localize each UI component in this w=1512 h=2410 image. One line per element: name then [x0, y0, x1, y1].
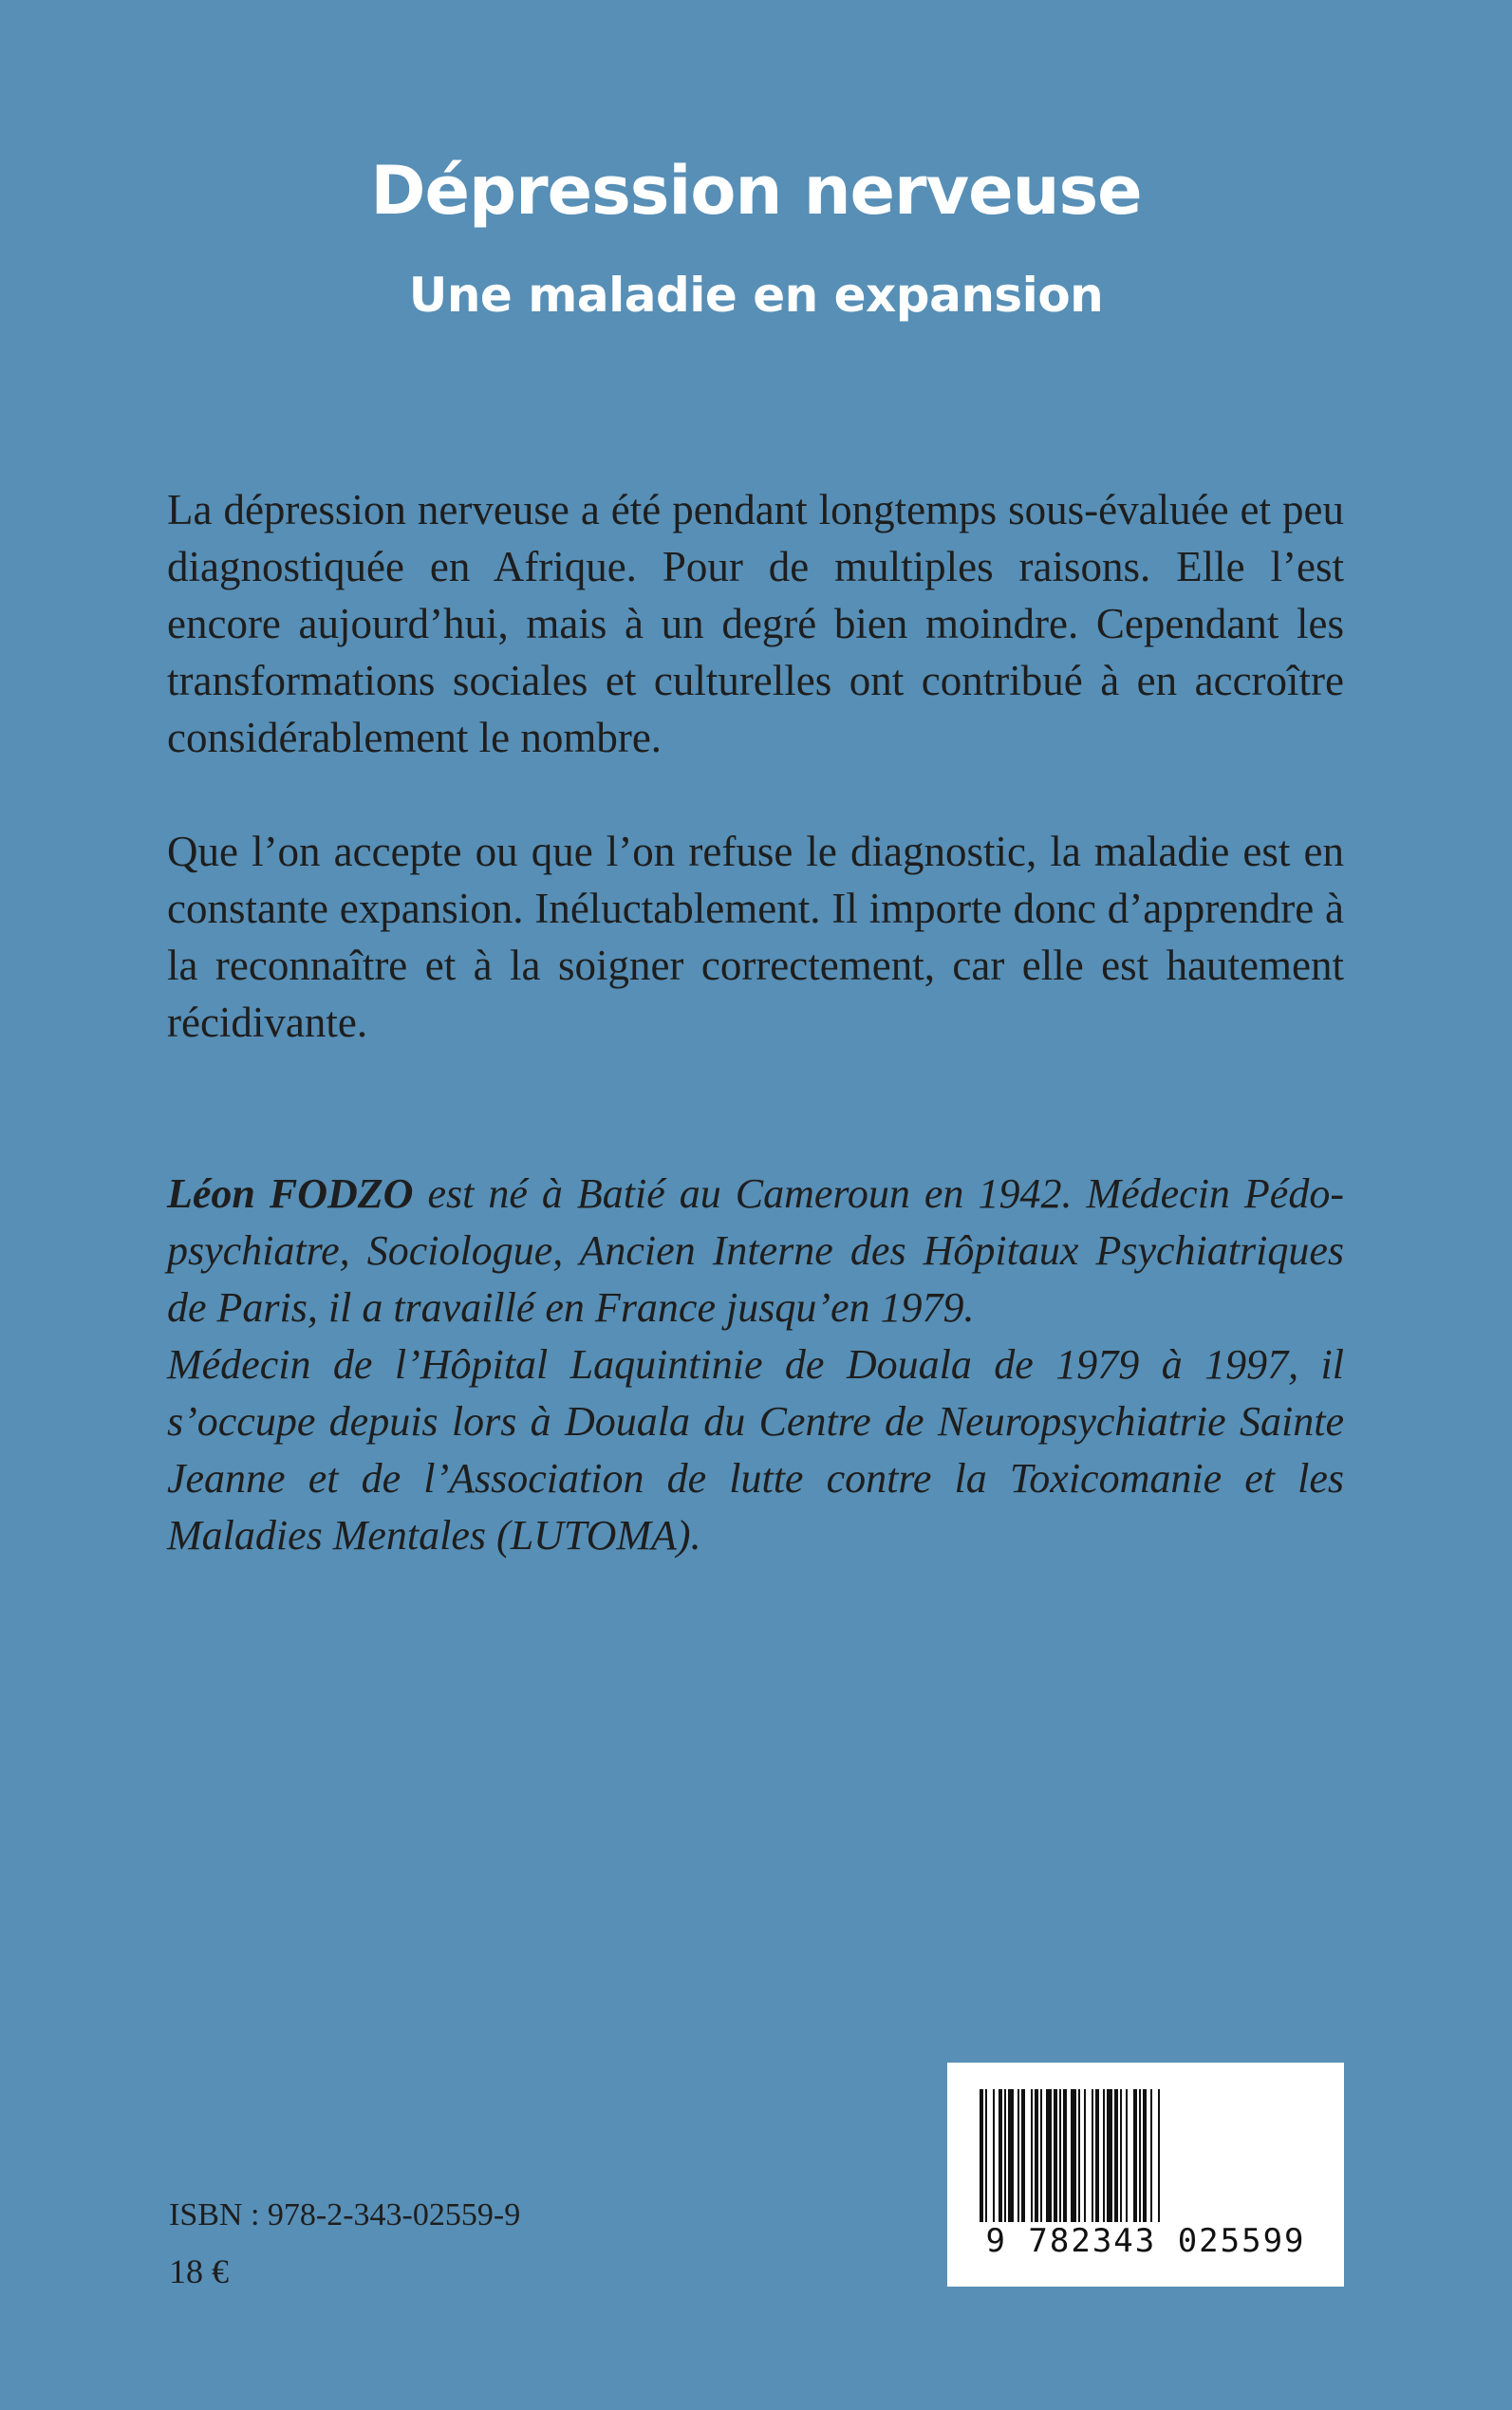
barcode-bar: [1078, 2089, 1080, 2222]
barcode-digits: 9 782343 025599: [985, 2222, 1306, 2260]
barcode-bar: [1092, 2089, 1093, 2222]
barcode-bar: [1158, 2089, 1160, 2222]
barcode: [947, 2063, 1344, 2287]
barcode-bar: [1054, 2089, 1057, 2222]
barcode-bar: [1021, 2089, 1025, 2222]
barcode-bar: [1063, 2089, 1067, 2222]
barcode-bar: [1139, 2089, 1141, 2222]
barcode-bar: [1107, 2089, 1112, 2222]
barcode-bar: [1046, 2089, 1052, 2222]
barcode-bar: [1035, 2089, 1038, 2222]
barcode-bar: [1008, 2089, 1014, 2222]
barcode-bars-icon: [976, 2089, 1316, 2222]
barcode-bar: [1084, 2089, 1086, 2222]
barcode-bar: [1133, 2089, 1137, 2222]
author-bio-text-1: est né à Batié au Cameroun en 1942. Médecin Pédo-psychiatre, Sociologue, Ancien Interne des Hôpitaux Psychiatriques de Paris, il a travaillé en France jusqu’en 1979.: [167, 1170, 1344, 1331]
author-name: Léon FODZO: [167, 1170, 414, 1217]
description-paragraph-1: La dépression nerveuse a été pendant longtemps sous-évaluée et peu diagnostiquée en Afrique. Pour de multiples raisons. Elle l’est encore aujourd’hui, mais à un degré bien moindre. Cependant les transformations sociales et culturelles ont contribué à en accroître considérablement le nombre.: [167, 486, 1344, 761]
barcode-bar: [1040, 2089, 1042, 2222]
barcode-bar: [1114, 2089, 1118, 2222]
barcode-bar: [1103, 2089, 1105, 2222]
barcode-bar: [1004, 2089, 1006, 2222]
barcode-bar: [985, 2089, 987, 2222]
barcode-bar: [1031, 2089, 1033, 2222]
barcode-bar: [1059, 2089, 1061, 2222]
barcode-bar: [993, 2089, 995, 2222]
barcode-bar: [1126, 2089, 1128, 2222]
barcode-bar: [1017, 2089, 1019, 2222]
barcode-bar: [980, 2089, 983, 2222]
barcode-bar: [1143, 2089, 1147, 2222]
book-subtitle: Une maladie en expansion: [408, 268, 1104, 323]
price: 18 €: [169, 2252, 229, 2290]
description-paragraph-2: Que l’on accepte ou que l’on refuse le diagnostic, la maladie est en constante expansion. Inéluctablement. Il importe donc d’apprendre à la reconnaître et à la soigner correctement, car elle est hautement récidivante.: [167, 828, 1344, 1046]
author-bio: [167, 1166, 1344, 1564]
barcode-bar: [1071, 2089, 1076, 2222]
book-title: Dépression nerveuse: [370, 152, 1142, 230]
isbn: ISBN : 978-2-343-02559-9: [169, 2197, 521, 2233]
author-bio-paragraph-1: [167, 1166, 1344, 1336]
barcode-bar: [999, 2089, 1002, 2222]
author-bio-paragraph-2: Médecin de l’Hôpital Laquintinie de Douala de 1979 à 1997, il s’occupe depuis lors à Douala du Centre de Neuropsychiatrie Sainte Jeanne et de l’Association de lutte contre la Toxicomanie et les Maladies Mentales (LUTOMA).: [167, 1341, 1344, 1559]
barcode-bar: [1150, 2089, 1152, 2222]
barcode-bar: [1120, 2089, 1122, 2222]
barcode-bar: [1095, 2089, 1099, 2222]
